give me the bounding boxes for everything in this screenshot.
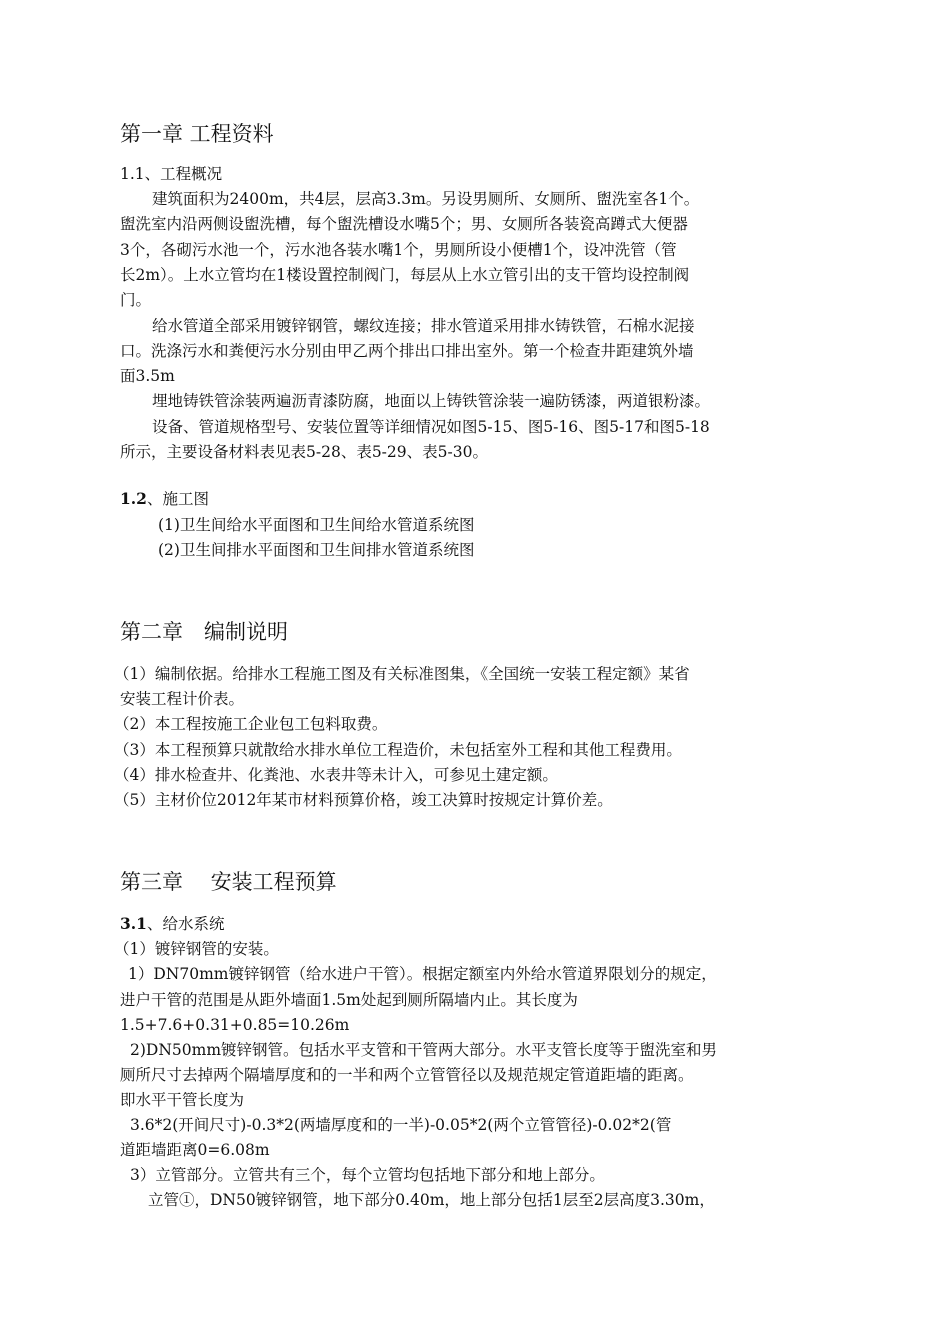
section-number: 1.2 [120, 489, 147, 508]
paragraph-line: 2)DN50mm镀锌钢管。包括水平支管和干管两大部分。水平支管长度等于盥洗室和男 [130, 1041, 718, 1059]
paragraph-line: 建筑面积为2400m，共4层，层高3.3m。另设男厕所、女厕所、盥洗室各1个。 [152, 190, 700, 208]
list-item: （1）编制依据。给排水工程施工图及有关标准图集，《全国统一安装工程定额》某省 [114, 665, 690, 683]
paragraph-line: 盥洗室内沿两侧设盥洗槽，每个盥洗槽设水嘴5个；男、女厕所各装瓷高蹲式大便器 [120, 215, 688, 233]
list-item: (1)卫生间给水平面图和卫生间给水管道系统图 [158, 516, 475, 534]
section-3-1-heading [0, 914, 950, 934]
list-item: (2)卫生间排水平面图和卫生间排水管道系统图 [158, 541, 475, 559]
chapter-2-title: 第二章 编制说明 [120, 620, 288, 644]
section-title: 、施工图 [146, 490, 209, 508]
formula-line: 1.5+7.6+0.31+0.85=10.26m [120, 1016, 350, 1034]
paragraph-line: 门。 [120, 291, 152, 309]
paragraph-line: 3）立管部分。立管共有三个，每个立管均包括地下部分和地上部分。 [130, 1166, 605, 1184]
list-item: （2）本工程按施工企业包工包料取费。 [114, 715, 388, 733]
paragraph-line: 面3.5m [120, 367, 175, 385]
paragraph-line: 长2m）。上水立管均在1楼设置控制阀门，每层从上水立管引出的支干管均设控制阀 [120, 266, 690, 284]
section-1-1-heading: 1.1、工程概况 [120, 165, 223, 183]
formula-line: 3.6*2(开间尺寸)-0.3*2(两墙厚度和的一半)-0.05*2(两个立管管径)-0.02*2(管 [130, 1116, 672, 1134]
paragraph-line: 埋地铸铁管涂装两遍沥青漆防腐，地面以上铸铁管涂装一遍防锈漆，两道银粉漆。 [152, 392, 711, 410]
paragraph-line: 所示，主要设备材料表见表5-28、表5-29、表5-30。 [120, 443, 488, 461]
list-item: （5）主材价位2012年某市材料预算价格，竣工决算时按规定计算价差。 [114, 791, 613, 809]
chapter-3-title: 第三章 安装工程预算 [120, 870, 337, 894]
paragraph-line: 立管①，DN50镀锌钢管，地下部分0.40m，地上部分包括1层至2层高度3.30m， [148, 1191, 715, 1209]
section-title: 、给水系统 [146, 915, 225, 933]
formula-line: 道距墙距离0=6.08m [120, 1141, 270, 1159]
section-1-2-heading [0, 489, 950, 509]
list-item: （4）排水检查井、化粪池、水表井等未计入，可参见土建定额。 [114, 766, 558, 784]
chapter-1-title: 第一章 工程资料 [120, 122, 274, 146]
list-item: （1）镀锌钢管的安装。 [114, 940, 279, 958]
paragraph-line: 1）DN70mm镀锌钢管（给水进户干管）。根据定额室内外给水管道界限划分的规定， [128, 965, 717, 983]
paragraph-line: 设备、管道规格型号、安装位置等详细情况如图5-15、图5-16、图5-17和图5-18 [152, 418, 710, 436]
paragraph-line: 3个，各砌污水池一个，污水池各装水嘴1个，男厕所设小便槽1个，设冲洗管（管 [120, 241, 677, 259]
paragraph-line: 口。洗涤污水和粪便污水分别由甲乙两个排出口排出室外。第一个检查井距建筑外墙 [120, 342, 694, 360]
list-item: （3）本工程预算只就散给水排水单位工程造价，未包括室外工程和其他工程费用。 [114, 741, 682, 759]
section-number: 3.1 [120, 914, 147, 933]
paragraph-line: 进户干管的范围是从距外墙面1.5m处起到厕所隔墙内止。其长度为 [120, 991, 578, 1009]
paragraph-line: 厕所尺寸去掉两个隔墙厚度和的一半和两个立管管径以及规范规定管道距墙的距离。 [120, 1066, 694, 1084]
paragraph-line: 安装工程计价表。 [120, 690, 245, 708]
paragraph-line: 给水管道全部采用镀锌钢管，螺纹连接；排水管道采用排水铸铁管，石棉水泥接 [152, 317, 695, 335]
paragraph-line: 即水平干管长度为 [120, 1091, 245, 1109]
